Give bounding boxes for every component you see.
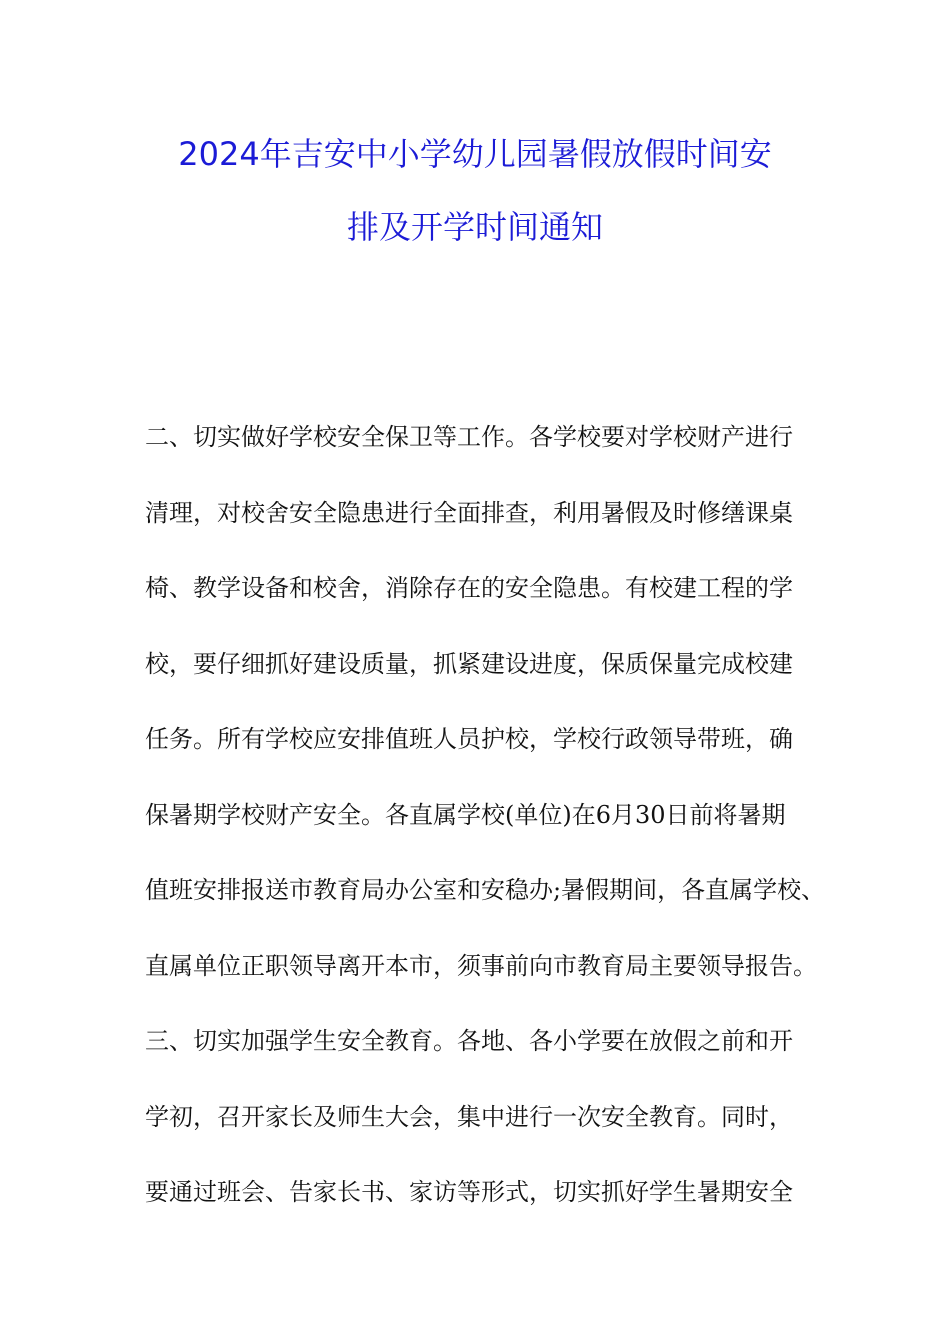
body-line: 椅、教学设备和校舍，消除存在的安全隐患。有校建工程的学 — [145, 574, 793, 602]
document-title-line-1: 2024年吉安中小学幼儿园暑假放假时间安 — [178, 135, 772, 173]
body-line: 二、切实做好学校安全保卫等工作。各学校要对学校财产进行 — [145, 423, 793, 451]
body-line: 直属单位正职领导离开本市，须事前向市教育局主要领导报告。 — [145, 951, 817, 980]
body-line: 值班安排报送市教育局办公室和安稳办;暑假期间，各直属学校、 — [145, 876, 826, 904]
body-line: 要通过班会、告家长书、家访等形式，切实抓好学生暑期安全 — [145, 1178, 793, 1206]
body-line: 校，要仔细抓好建设质量，抓紧建设进度，保质保量完成校建 — [145, 649, 793, 678]
document-body — [145, 418, 835, 1249]
body-line: 三、切实加强学生安全教育。各地、各小学要在放假之前和开 — [145, 1027, 793, 1055]
body-line: 任务。所有学校应安排值班人员护校，学校行政领导带班，确 — [145, 725, 793, 753]
document-title-line-2: 排及开学时间通知 — [346, 208, 603, 246]
body-line: 保暑期学校财产安全。各直属学校(单位)在6月30日前将暑期 — [145, 800, 786, 829]
body-line: 学初，召开家长及师生大会，集中进行一次安全教育。同时， — [145, 1102, 793, 1131]
body-line: 清理，对校舍安全隐患进行全面排查，利用暑假及时修缮课桌 — [145, 498, 793, 527]
